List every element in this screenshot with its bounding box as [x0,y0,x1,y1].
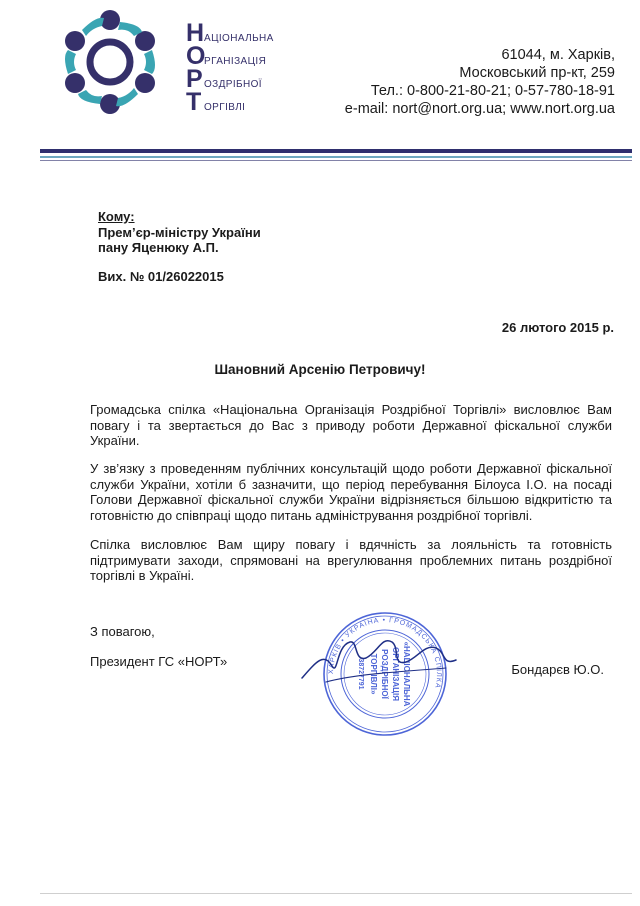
logo-word: РГАНІЗАЦІЯ [204,56,267,67]
contact-block [345,46,615,118]
address-street: Московський пр-кт, 259 [459,65,615,81]
address-city: 61044, м. Харків, [501,47,615,63]
header-divider-accent [40,156,632,158]
outgoing-number: Вих. № 01/26022015 [98,269,224,284]
salutation: Шановний Арсенію Петровичу! [214,362,426,377]
email-web: e-mail: nort@nort.org.ua; www.nort.org.ua [344,101,615,117]
body-paragraph: У зв’язку з проведенням публічних консультацій щодо роботи Державної фіскальної служби України, хотіли б зазначити, що період перебування Білоуса І.О. на посаді Голови Державної фіскальної служби України відрізняється більшою відкритістю та готовністю до співпраці щодо питань адміністрування роздрібної торгівлі. [90,461,612,523]
page-bottom-edge [40,893,632,894]
stamp-line: ТОРГІВЛІ» [369,653,378,695]
addressee-line-1: Прем’єр-міністру України [98,224,261,240]
phone-numbers: Тел.: 0-800-21-80-21; 0-57-780-18-91 [370,83,615,99]
closing-regards: З повагою, [90,624,155,639]
letter-date: 26 лютого 2015 р. [501,320,614,335]
header-divider-thin [40,160,632,161]
header-divider [40,149,632,153]
logo-letter: О [186,42,206,70]
organization-logo-icon [58,8,162,116]
stamp-line: ОРГАНІЗАЦІЯ [391,647,400,701]
addressee-block [98,209,261,256]
body-paragraph: Громадська спілка «Національна Організація Роздрібної Торгівлі» висловлює Вам повагу і та звертається до Вас з приводу роботи Державної фіскальної служби України. [90,402,612,448]
to-label: Кому: [98,209,135,224]
logo-letter: Р [186,65,203,93]
logo-word: АЦІОНАЛЬНА [204,33,274,44]
stamp-code: 38727791 [357,658,364,690]
organization-wordmark [186,19,286,116]
stamp-line: «НАЦІОНАЛЬНА [402,641,411,707]
stamp-line: РОЗДРІБНОЇ [380,649,389,699]
logo-letter: Н [186,19,205,47]
body-paragraph: Спілка висловлює Вам щиру повагу і вдячність за лояльність та готовність підтримувати заходи, спрямовані на врегулювання проблемних питань роздрібної торгівлі в Україні. [90,537,612,583]
signer-name: Бондарєв Ю.О. [511,662,604,677]
signer-position: Президент ГС «НОРТ» [90,654,228,669]
handwritten-signature-icon [296,622,466,692]
logo-word: ОРГІВЛІ [204,102,246,113]
addressee-line-2: пану Яценюку А.П. [98,240,219,255]
logo-word: ОЗДРІБНОЇ [204,79,262,90]
stamp-outer-text: ХАРКІВ • УКРАЇНА • ГРОМАДСЬКА СПІЛКА [327,616,443,690]
logo-letter: Т [186,88,202,116]
